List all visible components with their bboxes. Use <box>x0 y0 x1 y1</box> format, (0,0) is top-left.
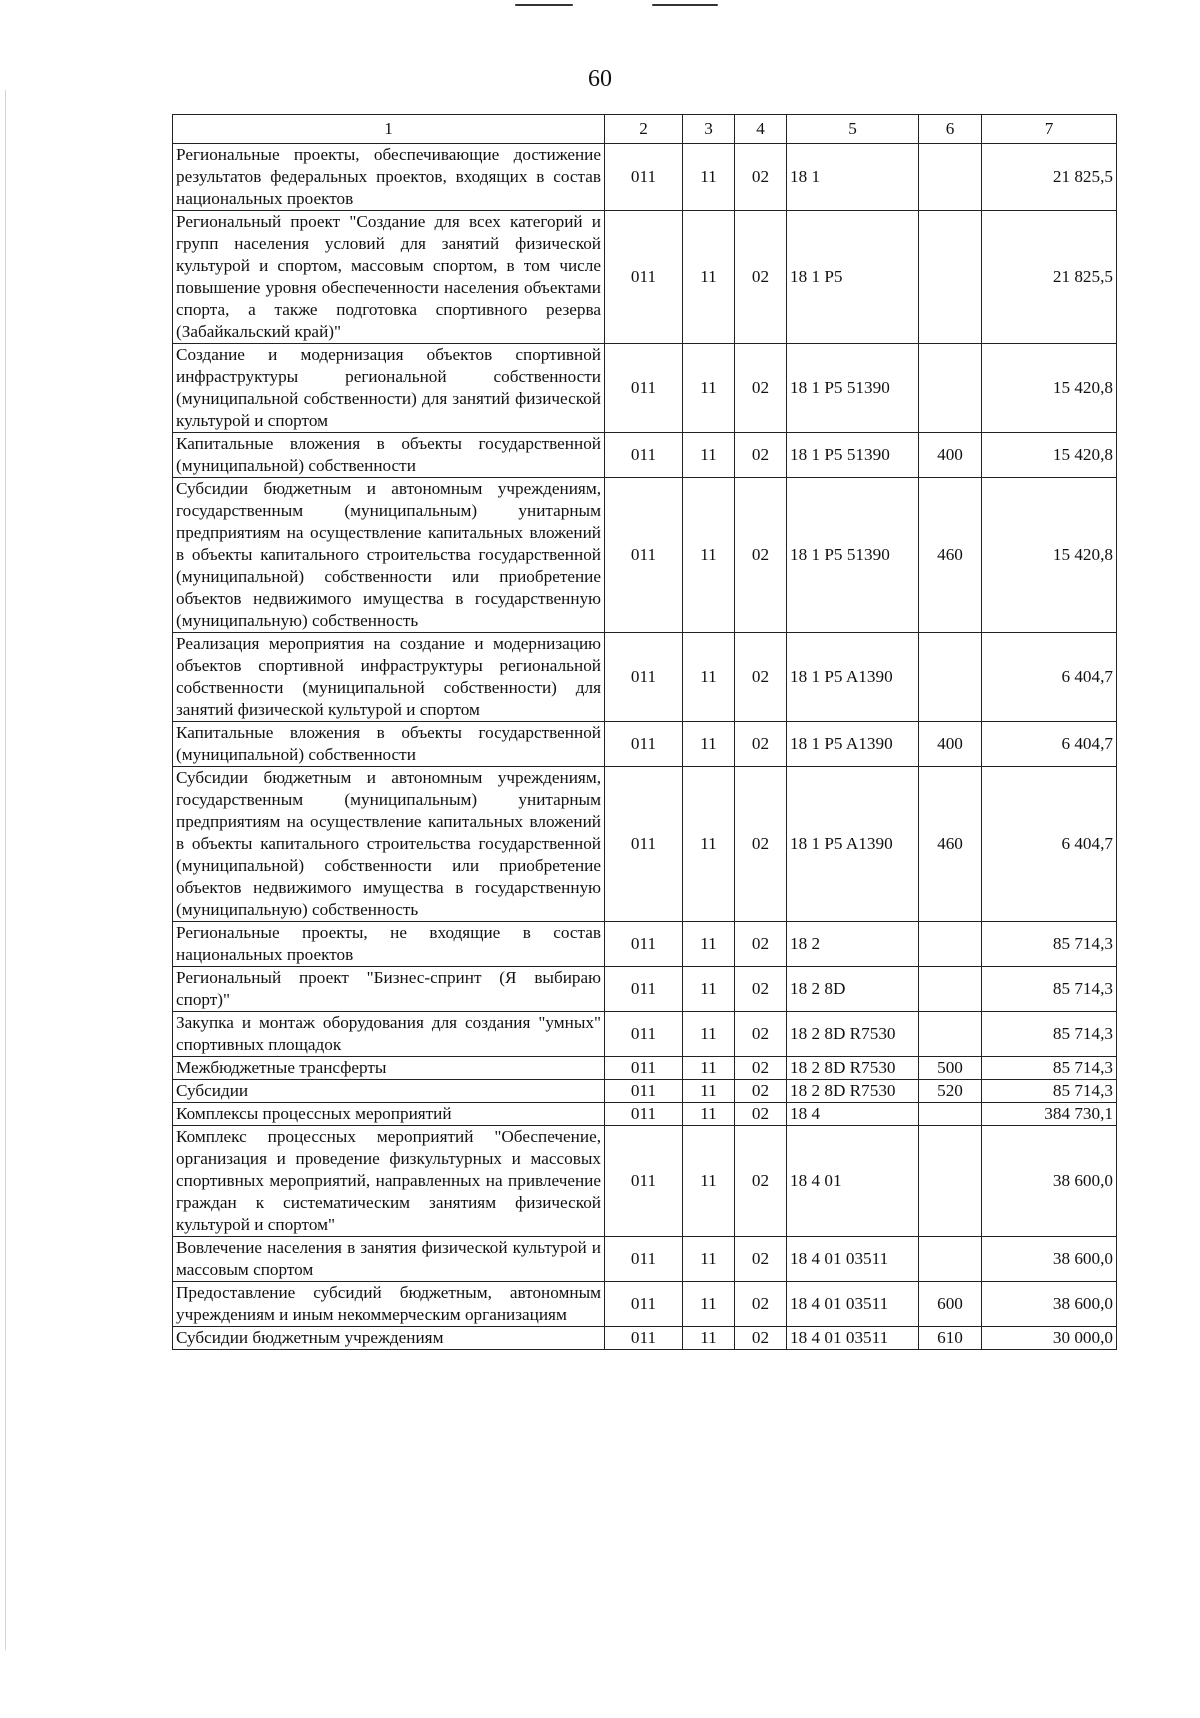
row-code-3-cell: 11 <box>683 767 735 922</box>
table-row <box>173 1237 1117 1282</box>
table-row <box>173 1282 1117 1327</box>
row-code-6-cell: 400 <box>919 433 982 478</box>
row-code-6-cell: 460 <box>919 767 982 922</box>
row-name-cell: Капитальные вложения в объекты государственной (муниципальной) собственности <box>173 722 605 767</box>
table-header-row <box>173 115 1117 144</box>
row-code-2-cell: 011 <box>605 1282 683 1327</box>
row-code-3-cell: 11 <box>683 211 735 344</box>
row-code-2-cell: 011 <box>605 1103 683 1126</box>
row-amount-cell: 6 404,7 <box>982 767 1117 922</box>
table-row <box>173 1103 1117 1126</box>
row-code-6-cell <box>919 922 982 967</box>
row-code-3-cell: 11 <box>683 967 735 1012</box>
row-code-2-cell: 011 <box>605 1057 683 1080</box>
row-code-2-cell: 011 <box>605 1327 683 1350</box>
row-code-6-cell <box>919 1103 982 1126</box>
row-code-4-cell: 02 <box>735 144 787 211</box>
row-code-4-cell: 02 <box>735 1103 787 1126</box>
row-amount-cell: 85 714,3 <box>982 1057 1117 1080</box>
row-code-3-cell: 11 <box>683 144 735 211</box>
row-code-3-cell: 11 <box>683 1103 735 1126</box>
table-row <box>173 922 1117 967</box>
scan-mark <box>652 4 718 6</box>
table-row <box>173 344 1117 433</box>
row-code-5-cell: 18 4 01 <box>787 1126 919 1237</box>
row-amount-cell: 38 600,0 <box>982 1282 1117 1327</box>
table-row <box>173 1080 1117 1103</box>
row-name-cell: Региональные проекты, не входящие в состав национальных проектов <box>173 922 605 967</box>
row-code-4-cell: 02 <box>735 211 787 344</box>
row-code-5-cell: 18 4 01 03511 <box>787 1282 919 1327</box>
table-row <box>173 722 1117 767</box>
row-code-6-cell <box>919 344 982 433</box>
row-code-2-cell: 011 <box>605 211 683 344</box>
row-amount-cell: 15 420,8 <box>982 478 1117 633</box>
row-code-2-cell: 011 <box>605 1012 683 1057</box>
row-code-3-cell: 11 <box>683 633 735 722</box>
table-row <box>173 767 1117 922</box>
table-row <box>173 433 1117 478</box>
row-code-5-cell: 18 1 P5 A1390 <box>787 633 919 722</box>
row-code-2-cell: 011 <box>605 633 683 722</box>
row-code-2-cell: 011 <box>605 967 683 1012</box>
row-code-5-cell: 18 2 8D R7530 <box>787 1012 919 1057</box>
row-code-6-cell <box>919 144 982 211</box>
table-row <box>173 1057 1117 1080</box>
row-code-4-cell: 02 <box>735 922 787 967</box>
row-code-6-cell: 460 <box>919 478 982 633</box>
row-code-6-cell <box>919 633 982 722</box>
row-code-3-cell: 11 <box>683 1327 735 1350</box>
row-code-5-cell: 18 1 P5 51390 <box>787 433 919 478</box>
row-code-4-cell: 02 <box>735 433 787 478</box>
scan-mark <box>515 4 573 6</box>
row-code-5-cell: 18 2 8D R7530 <box>787 1080 919 1103</box>
row-code-4-cell: 02 <box>735 1057 787 1080</box>
row-code-5-cell: 18 1 P5 A1390 <box>787 767 919 922</box>
row-name-cell: Межбюджетные трансферты <box>173 1057 605 1080</box>
table-row <box>173 633 1117 722</box>
row-amount-cell: 85 714,3 <box>982 922 1117 967</box>
column-header: 7 <box>982 115 1117 144</box>
row-name-cell: Региональные проекты, обеспечивающие достижение результатов федеральных проектов, входящих в состав национальных проектов <box>173 144 605 211</box>
row-code-5-cell: 18 2 <box>787 922 919 967</box>
row-code-3-cell: 11 <box>683 433 735 478</box>
row-name-cell: Региональный проект "Бизнес-спринт (Я выбираю спорт)" <box>173 967 605 1012</box>
row-code-3-cell: 11 <box>683 344 735 433</box>
scan-margin-line <box>5 90 6 1650</box>
row-name-cell: Реализация мероприятия на создание и модернизацию объектов спортивной инфраструктуры региональной собственности (муниципальной собственности) для занятий физической культурой и спортом <box>173 633 605 722</box>
row-code-4-cell: 02 <box>735 1080 787 1103</box>
row-code-4-cell: 02 <box>735 478 787 633</box>
row-amount-cell: 30 000,0 <box>982 1327 1117 1350</box>
row-code-2-cell: 011 <box>605 1126 683 1237</box>
row-amount-cell: 6 404,7 <box>982 722 1117 767</box>
row-amount-cell: 85 714,3 <box>982 1080 1117 1103</box>
column-header: 6 <box>919 115 982 144</box>
row-amount-cell: 38 600,0 <box>982 1237 1117 1282</box>
row-code-3-cell: 11 <box>683 1057 735 1080</box>
row-amount-cell: 21 825,5 <box>982 144 1117 211</box>
row-code-2-cell: 011 <box>605 1237 683 1282</box>
row-code-2-cell: 011 <box>605 144 683 211</box>
row-code-4-cell: 02 <box>735 633 787 722</box>
row-code-4-cell: 02 <box>735 1012 787 1057</box>
row-amount-cell: 6 404,7 <box>982 633 1117 722</box>
row-code-5-cell: 18 1 <box>787 144 919 211</box>
row-code-3-cell: 11 <box>683 1282 735 1327</box>
row-code-4-cell: 02 <box>735 967 787 1012</box>
row-code-3-cell: 11 <box>683 1237 735 1282</box>
row-code-2-cell: 011 <box>605 1080 683 1103</box>
row-name-cell: Субсидии бюджетным и автономным учреждениям, государственным (муниципальным) унитарным предприятиям на осуществление капитальных вложений в объекты капитального строительства государственной (муниципальной) собственности или приобретение объектов недвижимого имущества в государственную (муниципальную) собственность <box>173 478 605 633</box>
column-header: 4 <box>735 115 787 144</box>
table-row <box>173 1012 1117 1057</box>
row-code-2-cell: 011 <box>605 344 683 433</box>
row-code-2-cell: 011 <box>605 478 683 633</box>
row-code-6-cell <box>919 1237 982 1282</box>
row-code-4-cell: 02 <box>735 344 787 433</box>
row-code-3-cell: 11 <box>683 1012 735 1057</box>
row-code-4-cell: 02 <box>735 1126 787 1237</box>
row-code-2-cell: 011 <box>605 767 683 922</box>
row-code-5-cell: 18 1 P5 51390 <box>787 344 919 433</box>
row-code-3-cell: 11 <box>683 722 735 767</box>
row-code-4-cell: 02 <box>735 767 787 922</box>
column-header: 5 <box>787 115 919 144</box>
row-code-2-cell: 011 <box>605 722 683 767</box>
row-name-cell: Предоставление субсидий бюджетным, автономным учреждениям и иным некоммерческим организациям <box>173 1282 605 1327</box>
row-amount-cell: 85 714,3 <box>982 1012 1117 1057</box>
column-header: 3 <box>683 115 735 144</box>
table-row <box>173 144 1117 211</box>
row-code-6-cell: 400 <box>919 722 982 767</box>
row-code-5-cell: 18 4 01 03511 <box>787 1237 919 1282</box>
row-code-5-cell: 18 2 8D <box>787 967 919 1012</box>
row-code-5-cell: 18 4 <box>787 1103 919 1126</box>
row-code-6-cell: 610 <box>919 1327 982 1350</box>
row-code-6-cell <box>919 1012 982 1057</box>
row-code-6-cell: 600 <box>919 1282 982 1327</box>
row-name-cell: Вовлечение населения в занятия физической культурой и массовым спортом <box>173 1237 605 1282</box>
row-name-cell: Комплекс процессных мероприятий "Обеспечение, организация и проведение физкультурных и массовых спортивных мероприятий, направленных на привлечение граждан к систематическим занятиям физической культурой и спортом" <box>173 1126 605 1237</box>
row-code-5-cell: 18 1 P5 <box>787 211 919 344</box>
row-name-cell: Субсидии бюджетным учреждениям <box>173 1327 605 1350</box>
row-amount-cell: 15 420,8 <box>982 433 1117 478</box>
page-number: 60 <box>588 66 612 92</box>
column-header: 1 <box>173 115 605 144</box>
row-code-4-cell: 02 <box>735 1282 787 1327</box>
table-row <box>173 1126 1117 1237</box>
table-row <box>173 478 1117 633</box>
row-amount-cell: 85 714,3 <box>982 967 1117 1012</box>
column-header: 2 <box>605 115 683 144</box>
row-code-4-cell: 02 <box>735 722 787 767</box>
row-name-cell: Комплексы процессных мероприятий <box>173 1103 605 1126</box>
row-code-3-cell: 11 <box>683 1080 735 1103</box>
row-code-4-cell: 02 <box>735 1327 787 1350</box>
row-code-3-cell: 11 <box>683 478 735 633</box>
table-row <box>173 967 1117 1012</box>
row-code-5-cell: 18 4 01 03511 <box>787 1327 919 1350</box>
row-code-6-cell: 520 <box>919 1080 982 1103</box>
row-code-2-cell: 011 <box>605 433 683 478</box>
row-code-6-cell <box>919 1126 982 1237</box>
row-name-cell: Субсидии <box>173 1080 605 1103</box>
row-code-4-cell: 02 <box>735 1237 787 1282</box>
row-code-5-cell: 18 2 8D R7530 <box>787 1057 919 1080</box>
row-amount-cell: 15 420,8 <box>982 344 1117 433</box>
row-code-6-cell <box>919 211 982 344</box>
row-code-3-cell: 11 <box>683 1126 735 1237</box>
row-code-6-cell <box>919 967 982 1012</box>
table-row <box>173 1327 1117 1350</box>
row-code-2-cell: 011 <box>605 922 683 967</box>
row-name-cell: Создание и модернизация объектов спортивной инфраструктуры региональной собственности (муниципальной собственности) для занятий физической культурой и спортом <box>173 344 605 433</box>
row-name-cell: Капитальные вложения в объекты государственной (муниципальной) собственности <box>173 433 605 478</box>
budget-table <box>172 114 1117 1350</box>
row-amount-cell: 38 600,0 <box>982 1126 1117 1237</box>
row-code-6-cell: 500 <box>919 1057 982 1080</box>
row-amount-cell: 384 730,1 <box>982 1103 1117 1126</box>
row-name-cell: Закупка и монтаж оборудования для создания "умных" спортивных площадок <box>173 1012 605 1057</box>
row-code-5-cell: 18 1 P5 A1390 <box>787 722 919 767</box>
row-code-5-cell: 18 1 P5 51390 <box>787 478 919 633</box>
table-row <box>173 211 1117 344</box>
row-name-cell: Субсидии бюджетным и автономным учреждениям, государственным (муниципальным) унитарным предприятиям на осуществление капитальных вложений в объекты капитального строительства государственной (муниципальной) собственности или приобретение объектов недвижимого имущества в государственную (муниципальную) собственность <box>173 767 605 922</box>
row-code-3-cell: 11 <box>683 922 735 967</box>
row-name-cell: Региональный проект "Создание для всех категорий и групп населения условий для занятий физической культурой и спортом, массовым спортом, в том числе повышение уровня обеспеченности населения объектами спорта, а также подготовка спортивного резерва (Забайкальский край)" <box>173 211 605 344</box>
row-amount-cell: 21 825,5 <box>982 211 1117 344</box>
